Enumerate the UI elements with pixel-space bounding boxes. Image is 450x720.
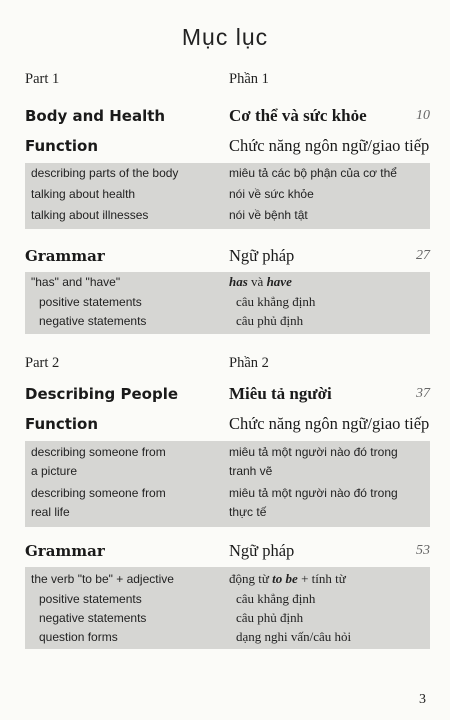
grammar-item-en: negative statements xyxy=(39,314,147,328)
grammar-term-have: have xyxy=(266,274,292,289)
function-item-en: describing someone from xyxy=(31,445,166,459)
grammar-item-vi xyxy=(229,571,346,587)
grammar-term-has: has xyxy=(229,274,248,289)
grammar-term-to-be: to be xyxy=(272,571,298,586)
unit-1-title-vi: Cơ thể và sức khỏe xyxy=(229,106,367,125)
function-item-vi: nói về sức khỏe xyxy=(229,187,314,201)
grammar-item-en: "has" and "have" xyxy=(31,275,121,289)
function-item-vi: nói về bệnh tật xyxy=(229,208,308,222)
grammar-item-vi: câu khẳng định xyxy=(236,591,316,606)
unit-1-grammar-page-number: 27 xyxy=(416,248,430,263)
unit-2-function-box xyxy=(25,441,430,527)
unit-2-function-heading-en: Function xyxy=(25,415,99,433)
unit-2-grammar-box xyxy=(25,567,430,649)
unit-2-grammar-heading-en: Grammar xyxy=(25,542,105,560)
part-2-label-en: Part 2 xyxy=(25,355,60,371)
function-item-en: real life xyxy=(31,505,70,519)
unit-1-function-heading-vi: Chức năng ngôn ngữ/giao tiếp xyxy=(229,136,430,155)
function-item-en: describing parts of the body xyxy=(31,166,179,180)
unit-1-function-heading-en: Function xyxy=(25,137,99,155)
part-1-label-vi: Phần 1 xyxy=(229,71,269,87)
grammar-item-vi xyxy=(229,274,292,290)
function-item-en: talking about health xyxy=(31,187,136,201)
function-item-vi: thực tế xyxy=(229,505,267,519)
grammar-prefix: động từ xyxy=(229,571,273,586)
unit-2-page-number: 37 xyxy=(416,386,430,401)
function-item-en: talking about illnesses xyxy=(31,208,149,222)
grammar-item-en: negative statements xyxy=(39,611,147,625)
function-item-vi: miêu tả một người nào đó trong xyxy=(229,486,398,500)
grammar-connector: và xyxy=(247,274,267,289)
page-number: 3 xyxy=(419,692,426,707)
part-1-label-en: Part 1 xyxy=(25,71,60,87)
function-item-en: describing someone from xyxy=(31,486,166,500)
grammar-suffix: + tính từ xyxy=(297,571,346,586)
function-item-vi: miêu tả các bộ phận của cơ thể xyxy=(229,166,397,180)
page-title: Mục lục xyxy=(181,24,269,50)
function-item-vi: miêu tả một người nào đó trong xyxy=(229,445,398,459)
grammar-item-en: the verb "to be" + adjective xyxy=(31,572,174,586)
unit-1-grammar-box xyxy=(25,272,430,334)
unit-1-function-box xyxy=(25,163,430,229)
grammar-item-en: positive statements xyxy=(39,295,142,309)
function-item-en: a picture xyxy=(31,464,78,478)
grammar-item-vi: câu phủ định xyxy=(236,313,304,328)
unit-2-grammar-page-number: 53 xyxy=(416,543,430,558)
function-item-vi: tranh vẽ xyxy=(229,464,273,478)
unit-2-function-heading-vi: Chức năng ngôn ngữ/giao tiếp xyxy=(229,414,430,433)
grammar-item-vi: câu khẳng định xyxy=(236,294,316,309)
unit-1-grammar-heading-en: Grammar xyxy=(25,247,105,265)
unit-2-title-en: Describing People xyxy=(25,385,179,403)
unit-1-page-number: 10 xyxy=(416,108,430,123)
grammar-item-vi: dạng nghi vấn/câu hỏi xyxy=(236,629,352,644)
grammar-item-en: positive statements xyxy=(39,592,142,606)
part-2-label-vi: Phần 2 xyxy=(229,355,269,371)
unit-1-grammar-heading-vi: Ngữ pháp xyxy=(229,246,295,265)
unit-2-grammar-heading-vi: Ngữ pháp xyxy=(229,541,295,560)
unit-2-title-vi: Miêu tả người xyxy=(229,384,332,403)
grammar-item-en: question forms xyxy=(39,630,118,644)
unit-1-title-en: Body and Health xyxy=(25,107,166,125)
grammar-item-vi: câu phủ định xyxy=(236,610,304,625)
